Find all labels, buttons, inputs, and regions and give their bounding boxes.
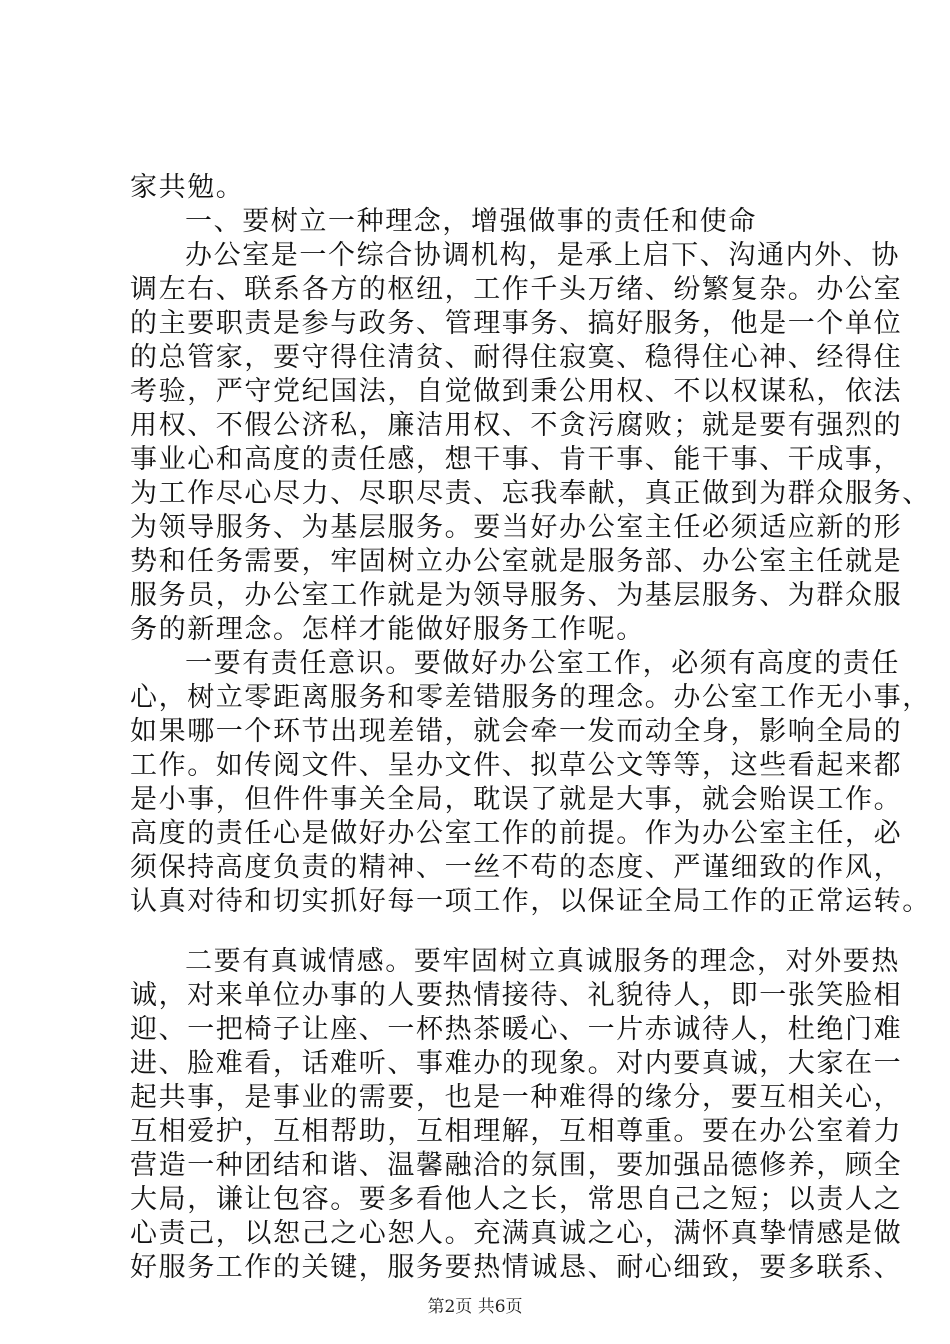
text-line: 大局，谦让包容。要多看他人之长，常思自己之短；以责人之 xyxy=(130,1184,903,1215)
text-line: 营造一种团结和谐、温馨融洽的氛围，要加强品德修养，顾全 xyxy=(130,1150,903,1181)
text-line: 迎、一把椅子让座、一杯热茶暖心、一片赤诚待人，杜绝门难 xyxy=(130,1014,903,1045)
text-line: 为领导服务、为基层服务。要当好办公室主任必须适应新的形 xyxy=(130,512,903,543)
text-line: 心责己，以恕己之心恕人。充满真诚之心，满怀真挚情感是做 xyxy=(130,1218,903,1249)
text-line: 工作。如传阅文件、呈办文件、拟草公文等等，这些看起来都 xyxy=(130,750,903,781)
text-line: 二要有真诚情感。要牢固树立真诚服务的理念，对外要热 xyxy=(185,946,900,977)
section-heading: 一、要树立一种理念，增强做事的责任和使命 xyxy=(185,206,757,237)
text-line: 进、脸难看，话难听、事难办的现象。对内要真诚，大家在一 xyxy=(130,1048,903,1079)
text-line: 事业心和高度的责任感，想干事、肯干事、能干事、干成事， xyxy=(130,444,903,475)
text-line: 务的新理念。怎样才能做好服务工作呢。 xyxy=(130,614,645,645)
text-line: 诚，对来单位办事的人要热情接待、礼貌待人，即一张笑脸相 xyxy=(130,980,903,1011)
text-line: 办公室是一个综合协调机构，是承上启下、沟通内外、协 xyxy=(185,240,900,271)
text-line: 高度的责任心是做好办公室工作的前提。作为办公室主任，必 xyxy=(130,818,903,849)
text-line: 是小事，但件件事关全局，耽误了就是大事，就会贻误工作。 xyxy=(130,784,903,815)
text-line: 好服务工作的关键，服务要热情诚恳、耐心细致，要多联系、 xyxy=(130,1252,903,1283)
text-line: 为工作尽心尽力、尽职尽责、忘我奉献，真正做到为群众服务、 xyxy=(130,478,931,509)
text-line: 的总管家，要守得住清贫、耐得住寂寞、稳得住心神、经得住 xyxy=(130,342,903,373)
text-line: 的主要职责是参与政务、管理事务、搞好服务，他是一个单位 xyxy=(130,308,903,339)
text-line: 如果哪一个环节出现差错，就会牵一发而动全身，影响全局的 xyxy=(130,716,903,747)
text-line: 家共勉。 xyxy=(130,172,245,203)
text-line: 考验，严守党纪国法，自觉做到秉公用权、不以权谋私，依法 xyxy=(130,376,903,407)
page-number: 第2页 共6页 xyxy=(427,1297,523,1317)
text-line: 须保持高度负责的精神、一丝不苟的态度、严谨细致的作风， xyxy=(130,852,903,883)
text-line: 用权、不假公济私，廉洁用权、不贪污腐败；就是要有强烈的 xyxy=(130,410,903,441)
text-line: 互相爱护，互相帮助，互相理解，互相尊重。要在办公室着力 xyxy=(130,1116,903,1147)
text-line: 认真对待和切实抓好每一项工作，以保证全局工作的正常运转。 xyxy=(130,886,931,917)
text-line: 起共事，是事业的需要，也是一种难得的缘分，要互相关心， xyxy=(130,1082,903,1113)
text-line: 服务员，办公室工作就是为领导服务、为基层服务、为群众服 xyxy=(130,580,903,611)
text-line: 心，树立零距离服务和零差错服务的理念。办公室工作无小事， xyxy=(130,682,931,713)
text-line: 一要有责任意识。要做好办公室工作，必须有高度的责任 xyxy=(185,648,900,679)
text-line: 势和任务需要，牢固树立办公室就是服务部、办公室主任就是 xyxy=(130,546,903,577)
text-line: 调左右、联系各方的枢纽，工作千头万绪、纷繁复杂。办公室 xyxy=(130,274,903,305)
